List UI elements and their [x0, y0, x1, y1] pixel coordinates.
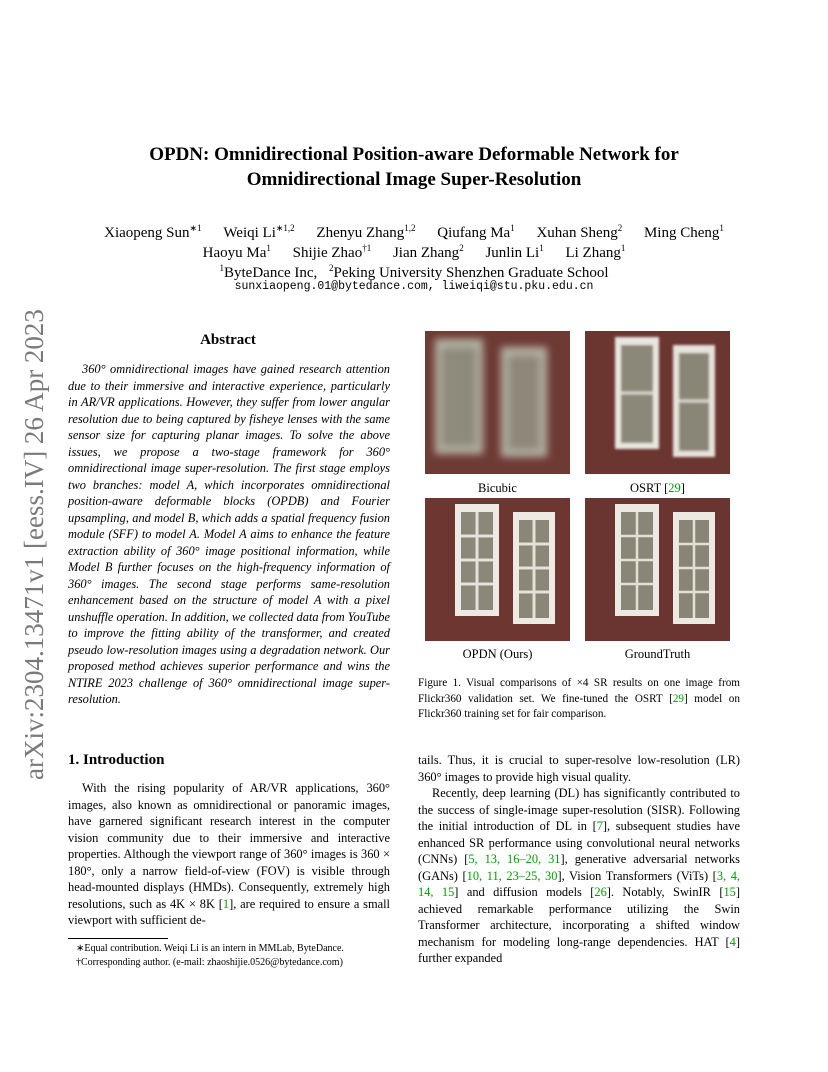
author: Li Zhang$^1$: [565, 243, 626, 261]
intro-paragraph-left: With the rising popularity of AR/VR applications, 360° images, also known as omnidirectional or panoramic images, have garnered significant research interest in the computer vision community due to their immersive and interactive properties. Although the viewport range of 360° images is 360 × 180°, only a narrow field-of-view (FOV) is visible through head-mounted displays (HMDs). Consequently, extremely high resolutions, such as 4K × 8K [1], are required to ensure a small viewport with sufficient de-: [68, 781, 390, 927]
title-line-1: OPDN: Omnidirectional Position-aware Deformable Network for: [149, 144, 679, 165]
figure-label-bicubic: Bicubic: [478, 481, 517, 495]
author-emails: sunxiaopeng.01@bytedance.com, liweiqi@stu.pku.edu.cn: [234, 280, 594, 293]
figure-caption: Figure 1. Visual comparisons of ×4 SR results on one image from Flickr360 validation set. We fine-tuned the OSRT [29] model on Flickr360 training set for fair comparison.: [418, 677, 740, 720]
figure-label-osrt: OSRT [29]: [630, 481, 685, 495]
footnote-corresponding-author: †Corresponding author. (e-mail: zhaoshijie.0526@bytedance.com): [76, 956, 343, 968]
abstract-heading: Abstract: [200, 332, 256, 348]
opdn-image: [425, 498, 570, 641]
groundtruth-image: [585, 498, 730, 641]
figure-label-opdn: OPDN (Ours): [462, 647, 533, 661]
intro-right-column: [418, 752, 740, 967]
abstract-text: 360° omnidirectional images have gained research attention due to their immersive and interactive experience, particularly in AR/VR applications. However, they suffer from lower angular resolution due to being captured by fisheye lenses with the same sensor size for capturing planar images. To solve the above issues, we propose a two-stage framework for 360° omnidirectional image super-resolution. The first stage employs two branches: model A, which incorporates omnidirectional position-aware deformable blocks (OPDB) and Fourier upsampling, and model B, which adds a spatial frequency fusion module (SFF) to model A. Model A aims to enhance the feature extraction ability of 360° image positional information, while Model B further focuses on the high-frequency information of 360° images. The second stage performs same-resolution enhancement based on the structure of model A with a pixel unshuffle operation. In addition, we collected data from YouTube to improve the fitting ability of the transformer, and created pseudo low-resolution images using a degradation network. Our proposed method achieves superior performance and wins the NTIRE 2023 challenge of 360° omnidirectional image super-resolution.: [68, 362, 390, 706]
osrt-image: [585, 331, 730, 474]
affiliation: $^2$Peking University Shenzhen Graduate School: [329, 263, 609, 281]
affiliation: $^1$ByteDance Inc,: [219, 263, 318, 281]
author: Ming Cheng$^1$: [643, 223, 724, 241]
author: Qiufang Ma$^1$: [437, 223, 515, 241]
footnote-equal-contribution: ∗Equal contribution. Weiqi Li is an intern in MMLab, ByteDance.: [76, 943, 344, 954]
author: Zhenyu Zhang$^{1,2}$: [316, 223, 416, 241]
author: Weiqi $Li^{∗1,2}$: [223, 223, 295, 241]
paper-title: [60, 142, 768, 192]
title-line-2: Omnidirectional Image Super-Resolution: [246, 169, 582, 190]
author: Shijie Zhao$^{\dagger 1}$: [292, 243, 372, 261]
intro-paragraph-2: Recently, deep learning (DL) has significantly contributed to the success of single-image super-resolution (SISR). Following the initial introduction of DL in [7], subsequent studies have enhanced SR performance using convolutional neural networks (CNNs) [5, 13, 16–20, 31], generative adversarial networks (GANs) [10, 11, 23–25, 30], Vision Transformers (ViTs) [3, 4, 14, 15] and diffusion models [26]. Notably, SwinIR [15] achieved remarkable performance utilizing the Swin Transformer architecture, incorporating a shifted window mechanism for modeling long-range dependencies. HAT [4] further expanded: [418, 786, 741, 965]
author: Xuhan Sheng$^2$: [536, 223, 623, 241]
figure-label-groundtruth: GroundTruth: [624, 647, 691, 661]
intro-paragraph-continued: tails. Thus, it is crucial to super-resolve low-resolution (LR) 360° images to provide high visual quality.: [418, 753, 740, 784]
author: Haoyu Ma$^1$: [202, 243, 271, 261]
author: Xiaopeng Sun$^{∗1}$: [104, 223, 202, 241]
bicubic-image: [425, 331, 570, 474]
author: Jian Zhang$^2$: [392, 243, 464, 261]
section-heading-introduction: 1. Introduction: [68, 752, 165, 768]
arxiv-identifier: arXiv:2304.13471v1 [eess.IV] 26 Apr 2023: [19, 309, 49, 780]
author: Junlin Li$^1$: [485, 243, 544, 261]
footnotes: [68, 942, 398, 969]
footnote-rule: [68, 938, 168, 939]
